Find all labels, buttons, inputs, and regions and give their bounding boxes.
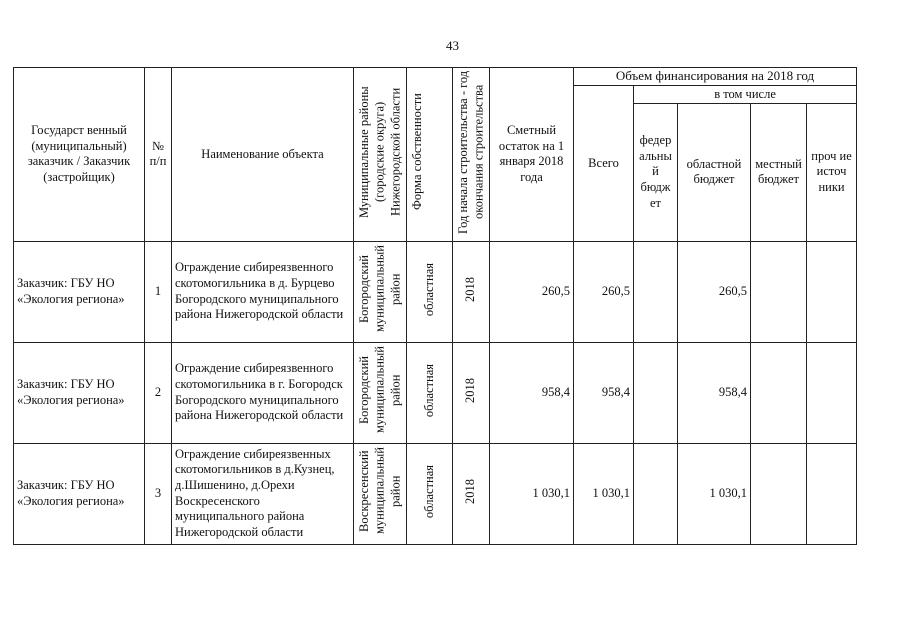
row-regional: 260,5 <box>678 241 751 342</box>
row-other <box>807 443 857 544</box>
table-row <box>14 241 857 342</box>
header-other: проч ие источ ники <box>807 103 857 241</box>
row-total: 958,4 <box>574 342 634 443</box>
row-regional: 1 030,1 <box>678 443 751 544</box>
header-customer: Государст венный (муниципальный) заказчик / Заказчик (застройщик) <box>14 68 145 242</box>
row-customer: Заказчик: ГБУ НО «Экология региона» <box>14 342 145 443</box>
header-ownership-text: Форма собственности <box>410 93 424 211</box>
row-ownership-text: областная <box>421 262 436 316</box>
header-years <box>453 68 490 242</box>
row-year <box>453 241 490 342</box>
header-object-name: Наименование объекта <box>172 68 354 242</box>
row-num: 3 <box>145 443 172 544</box>
row-ownership <box>407 241 453 342</box>
row-district-text: Богородский муниципальный район <box>357 346 403 434</box>
row-federal <box>634 443 678 544</box>
row-object: Ограждение сибиреязвенного скотомогильника в д. Бурцево Богородского муниципального района Нижегородской области <box>172 241 354 342</box>
row-local <box>751 443 807 544</box>
row-year-text: 2018 <box>463 276 478 302</box>
row-regional: 958,4 <box>678 342 751 443</box>
row-district <box>354 342 407 443</box>
row-federal <box>634 241 678 342</box>
header-ownership <box>407 68 453 242</box>
row-district <box>354 443 407 544</box>
header-federal: федер альны й бюдж ет <box>634 103 678 241</box>
row-customer: Заказчик: ГБУ НО «Экология региона» <box>14 443 145 544</box>
header-balance: Сметный остаток на 1 января 2018 года <box>490 68 574 242</box>
row-ownership-text: областная <box>421 363 436 417</box>
row-other <box>807 342 857 443</box>
row-federal <box>634 342 678 443</box>
table-row <box>14 443 857 544</box>
table-row <box>14 342 857 443</box>
row-local <box>751 342 807 443</box>
header-districts <box>354 68 407 242</box>
row-other <box>807 241 857 342</box>
header-local: местный бюджет <box>751 103 807 241</box>
row-ownership-text: областная <box>421 464 436 518</box>
row-object: Ограждение сибиреязвенного скотомогильника в г. Богородск Богородского муниципального района Нижегородской области <box>172 342 354 443</box>
row-year-text: 2018 <box>463 478 478 504</box>
row-district-text: Богородский муниципальный район <box>357 245 403 333</box>
row-balance: 958,4 <box>490 342 574 443</box>
header-districts-text: Муниципальные районы (городские округа) Нижегородской области <box>357 86 403 218</box>
row-ownership <box>407 342 453 443</box>
row-num: 1 <box>145 241 172 342</box>
row-balance: 260,5 <box>490 241 574 342</box>
row-customer: Заказчик: ГБУ НО «Экология региона» <box>14 241 145 342</box>
row-district <box>354 241 407 342</box>
row-local <box>751 241 807 342</box>
row-total: 260,5 <box>574 241 634 342</box>
row-balance: 1 030,1 <box>490 443 574 544</box>
row-object: Ограждение сибиреязвенных скотомогильников в д.Кузнец, д.Шишенино, д.Орехи Воскресенского муниципального района Нижегородской области <box>172 443 354 544</box>
page-number: 43 <box>446 38 459 53</box>
row-num: 2 <box>145 342 172 443</box>
header-years-text: Год начала строительства - год окончания строительства <box>456 70 486 234</box>
header-financing: Объем финансирования на 2018 год <box>574 68 857 86</box>
row-year <box>453 342 490 443</box>
header-total: Всего <box>574 86 634 242</box>
row-year <box>453 443 490 544</box>
financing-table <box>13 67 857 545</box>
row-total: 1 030,1 <box>574 443 634 544</box>
row-ownership <box>407 443 453 544</box>
header-including: в том числе <box>634 86 857 104</box>
header-regional: областной бюджет <box>678 103 751 241</box>
header-num: № п/п <box>145 68 172 242</box>
row-year-text: 2018 <box>463 377 478 403</box>
row-district-text: Воскресенский муниципальный район <box>357 447 403 535</box>
